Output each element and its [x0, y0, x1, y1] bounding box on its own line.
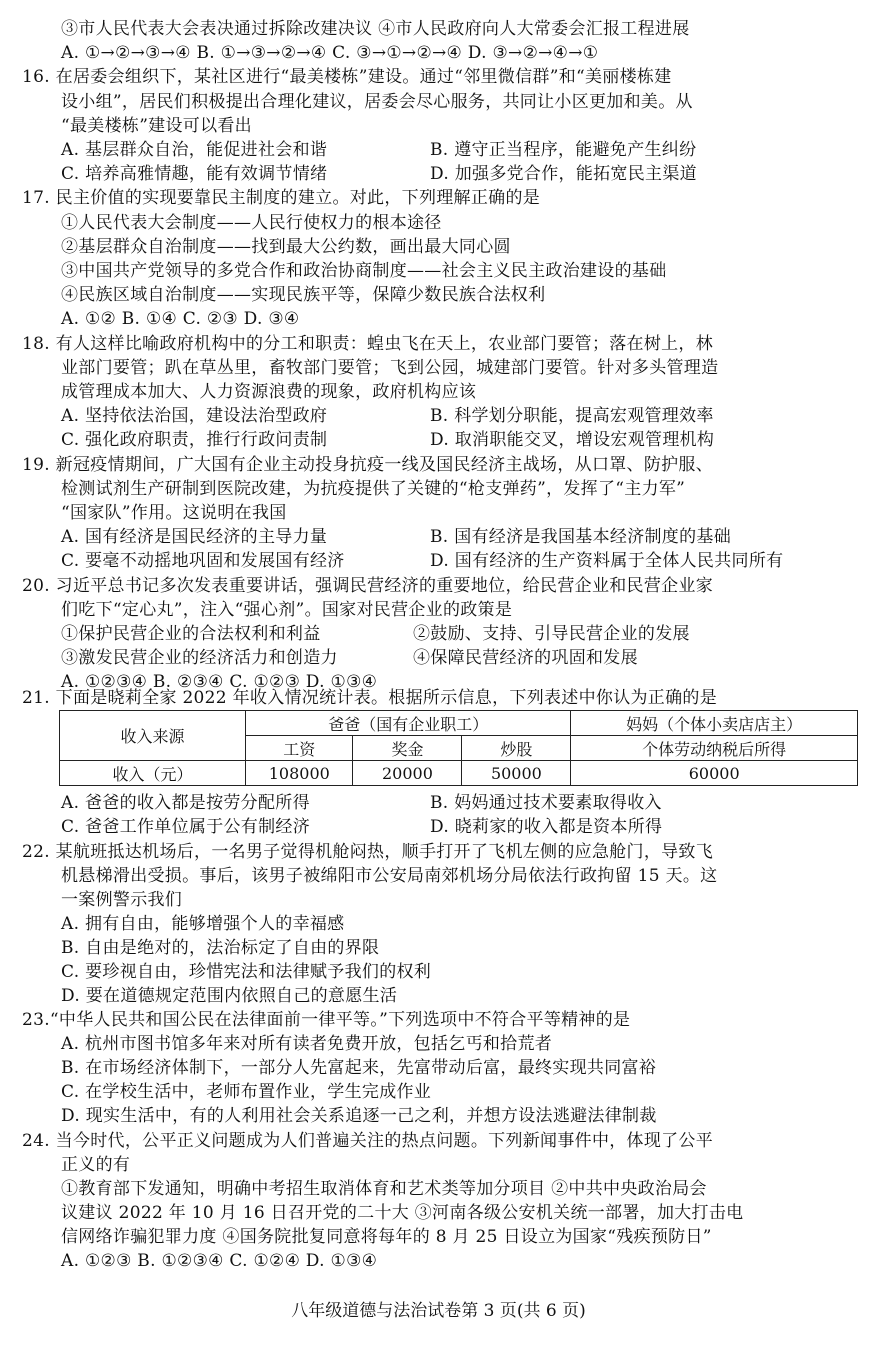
table-cell-wage: 108000 — [246, 761, 353, 786]
q16-option-a: A. 基层群众自治，能促进社会和谐 — [61, 140, 328, 160]
q20-item-2: ②鼓励、支持、引导民营企业的发展 — [413, 624, 690, 644]
q17-item-1: ①人民代表大会制度——人民行使权力的根本途径 — [61, 213, 442, 233]
q22-option-d: D. 要在道德规定范围内依照自己的意愿生活 — [61, 986, 398, 1006]
q23-option-c: C. 在学校生活中，老师布置作业，学生完成作业 — [61, 1082, 432, 1102]
q16-option-b: B. 遵守正当程序，能避免产生纠纷 — [430, 140, 697, 160]
income-table — [59, 710, 858, 786]
q19-stem-line2: 检测试剂生产研制到医院改建，为抗疫提供了关键的“枪支弹药”，发挥了“主力军” — [61, 479, 686, 499]
q22-option-c: C. 要珍视自由，珍惜宪法和法律赋予我们的权利 — [61, 962, 432, 982]
q18-option-c: C. 强化政府职责，推行行政问责制 — [61, 430, 328, 450]
table-header-dad: 爸爸（国有企业职工） — [246, 711, 571, 736]
q23-option-d: D. 现实生活中，有的人利用社会关系追逐一己之利，并想方设法逃避法律制裁 — [61, 1106, 657, 1126]
q16-stem-line1: 16. 在居委会组织下，某社区进行“最美楼栋”建设。通过“邻里微信群”和“美丽楼栋建 — [22, 67, 672, 87]
q17-answer-choices: A. ①② B. ①④ C. ②③ D. ③④ — [61, 309, 300, 329]
q19-option-b: B. 国有经济是我国基本经济制度的基础 — [430, 527, 731, 547]
q20-stem-line1: 20. 习近平总书记多次发表重要讲话，强调民营经济的重要地位，给民营企业和民营企业家 — [22, 576, 714, 596]
q18-stem-line3: 成管理成本加大、人力资源浪费的现象，政府机构应该 — [61, 382, 477, 402]
page-footer: 八年级道德与法治试卷第 3 页(共 6 页) — [291, 1301, 586, 1321]
q16-option-d: D. 加强多党合作，能拓宽民主渠道 — [430, 164, 697, 184]
q23-stem: 23.“中华人民共和国公民在法律面前一律平等。”下列选项中不符合平等精神的是 — [22, 1010, 631, 1030]
q24-items-line3: 信网络诈骗犯罪力度 ④国务院批复同意将每年的 8 月 25 日设立为国家“残疾预防日” — [61, 1227, 712, 1247]
q21-option-c: C. 爸爸工作单位属于公有制经济 — [61, 817, 311, 837]
table-cell-bonus: 20000 — [353, 761, 462, 786]
q20-answer-choices: A. ①②③④ B. ②③④ C. ①②③ D. ①③④ — [61, 672, 378, 692]
table-cell-mom-income: 60000 — [571, 761, 858, 786]
table-cell-stock: 50000 — [462, 761, 571, 786]
q15-answer-choices: A. ①→②→③→④ B. ①→③→②→④ C. ③→①→②→④ D. ③→②→④→① — [61, 43, 599, 63]
table-header-mom: 妈妈（个体小卖店店主） — [571, 711, 858, 736]
table-header-source: 收入来源 — [60, 711, 246, 761]
q22-option-a: A. 拥有自由，能够增强个人的幸福感 — [61, 914, 345, 934]
q24-items-line2: 议建议 2022 年 10 月 16 日召开党的二十大 ③河南各级公安机关统一部署，加大打击电 — [61, 1203, 744, 1223]
q19-option-d: D. 国有经济的生产资料属于全体人民共同所有 — [430, 551, 784, 571]
q16-option-c: C. 培养高雅情趣，能有效调节情绪 — [61, 164, 328, 184]
q18-stem-line1: 18. 有人这样比喻政府机构中的分工和职责：蝗虫飞在天上，农业部门要管；落在树上，林 — [22, 334, 714, 354]
q18-option-a: A. 坚持依法治国，建设法治型政府 — [61, 406, 328, 426]
q20-item-4: ④保障民营经济的巩固和发展 — [413, 648, 638, 668]
q24-stem-line2: 正义的有 — [61, 1155, 131, 1175]
q22-stem-line3: 一案例警示我们 — [61, 890, 183, 910]
q20-item-1: ①保护民营企业的合法权利和利益 — [61, 624, 321, 644]
q21-stem: 21. 下面是晓莉全家 2022 年收入情况统计表。根据所示信息，下列表述中你认为正确的是 — [22, 688, 718, 708]
q21-option-a: A. 爸爸的收入都是按劳分配所得 — [61, 793, 310, 813]
q20-item-3: ③激发民营企业的经济活力和创造力 — [61, 648, 338, 668]
q16-stem-line3: “最美楼栋”建设可以看出 — [61, 116, 252, 136]
q18-stem-line2: 业部门要管；趴在草丛里，畜牧部门要管；飞到公园，城建部门要管。针对多头管理造 — [61, 358, 719, 378]
q22-stem-line1: 22. 某航班抵达机场后，一名男子觉得机舱闷热，顺手打开了飞机左侧的应急舱门，导致飞 — [22, 842, 714, 862]
table-subheader-mom: 个体劳动纳税后所得 — [571, 736, 858, 761]
q19-stem-line3: “国家队”作用。这说明在我国 — [61, 503, 287, 523]
q23-option-a: A. 杭州市图书馆多年来对所有读者免费开放，包括乞丐和拾荒者 — [61, 1034, 553, 1054]
table-subheader-stock: 炒股 — [462, 736, 571, 761]
q22-stem-line2: 机悬梯滑出受损。事后，该男子被绵阳市公安局南郊机场分局依法行政拘留 15 天。这 — [61, 866, 718, 886]
table-subheader-wage: 工资 — [246, 736, 353, 761]
q24-answer-choices: A. ①②③ B. ①②③④ C. ①②④ D. ①③④ — [61, 1251, 378, 1271]
q17-item-4: ④民族区域自治制度——实现民族平等，保障少数民族合法权利 — [61, 285, 546, 305]
q19-option-c: C. 要毫不动摇地巩固和发展国有经济 — [61, 551, 345, 571]
q18-option-b: B. 科学划分职能，提高宏观管理效率 — [430, 406, 714, 426]
q21-option-b: B. 妈妈通过技术要素取得收入 — [430, 793, 662, 813]
q17-item-3: ③中国共产党领导的多党合作和政治协商制度——社会主义民主政治建设的基础 — [61, 261, 667, 281]
table-subheader-bonus: 奖金 — [353, 736, 462, 761]
q20-stem-line2: 们吃下“定心丸”，注入“强心剂”。国家对民营企业的政策是 — [61, 600, 513, 620]
q16-stem-line2: 设小组”，居民们积极提出合理化建议，居委会尽心服务，共同让小区更加和美。从 — [61, 92, 693, 112]
q21-option-d: D. 晓莉家的收入都是资本所得 — [430, 817, 663, 837]
q22-option-b: B. 自由是绝对的，法治标定了自由的界限 — [61, 938, 380, 958]
q17-item-2: ②基层群众自治制度——找到最大公约数，画出最大同心圆 — [61, 237, 511, 257]
q24-stem-line1: 24. 当今时代，公平正义问题成为人们普遍关注的热点问题。下列新闻事件中，体现了公平 — [22, 1131, 714, 1151]
q24-items-line1: ①教育部下发通知，明确中考招生取消体育和艺术类等加分项目 ②中共中央政治局会 — [61, 1179, 707, 1199]
q19-option-a: A. 国有经济是国民经济的主导力量 — [61, 527, 328, 547]
q23-option-b: B. 在市场经济体制下，一部分人先富起来，先富带动后富，最终实现共同富裕 — [61, 1058, 657, 1078]
table-row-label: 收入（元） — [60, 761, 246, 786]
q19-stem-line1: 19. 新冠疫情期间，广大国有企业主动投身抗疫一线及国民经济主战场，从口罩、防护服、 — [22, 455, 714, 475]
q18-option-d: D. 取消职能交叉，增设宏观管理机构 — [430, 430, 715, 450]
q15-options-line: ③市人民代表大会表决通过拆除改建决议 ④市人民政府向人大常委会汇报工程进展 — [61, 19, 690, 39]
q17-stem: 17. 民主价值的实现要靠民主制度的建立。对此，下列理解正确的是 — [22, 188, 541, 208]
